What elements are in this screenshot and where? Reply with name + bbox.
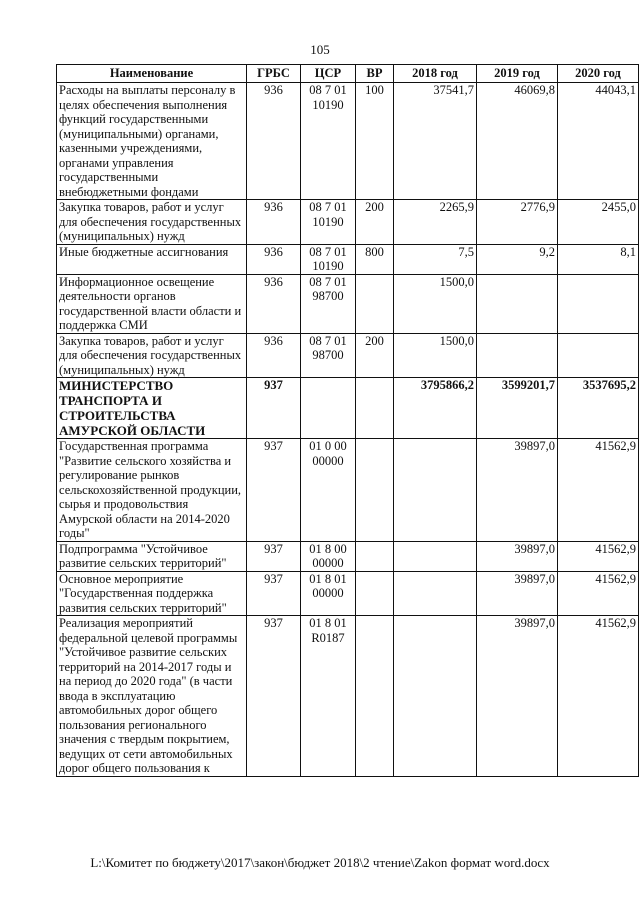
row-2019: 9,2: [477, 244, 558, 274]
row-2020: 2455,0: [558, 200, 639, 245]
row-2019: 39897,0: [477, 541, 558, 571]
header-2018: 2018 год: [394, 65, 477, 83]
row-name: Закупка товаров, работ и услуг для обеспечения государственных (муниципальных) нужд: [57, 333, 247, 378]
row-vr: [356, 541, 394, 571]
table-header-row: [57, 65, 639, 83]
row-2020: [558, 333, 639, 378]
row-csr: 08 7 01 98700: [301, 333, 356, 378]
row-name: Информационное освещение деятельности органов государственной власти области и поддержка СМИ: [57, 274, 247, 333]
row-2018: 1500,0: [394, 333, 477, 378]
row-2019: 39897,0: [477, 616, 558, 777]
row-2018: [394, 439, 477, 542]
footer-file-path: L:\Комитет по бюджету\2017\закон\бюджет 2018\2 чтение\Zakon формат word.docx: [90, 855, 550, 870]
row-2019: 2776,9: [477, 200, 558, 245]
row-2018: [394, 541, 477, 571]
row-grbs: 937: [247, 616, 301, 777]
row-2018: 7,5: [394, 244, 477, 274]
header-2020: 2020 год: [558, 65, 639, 83]
row-name: Реализация мероприятий федеральной целевой программы "Устойчивое развитие сельских территорий на 2014-2017 годы и на период до 2020 года" (в части ввода в эксплуатацию автомобильных дорог общего пользования регионального значения с твердым покрытием, ведущих от сети автомобильных дорог общего пользования к: [57, 616, 247, 777]
row-grbs: 936: [247, 83, 301, 200]
row-name: МИНИСТЕРСТВО ТРАНСПОРТА И СТРОИТЕЛЬСТВА АМУРСКОЙ ОБЛАСТИ: [57, 378, 247, 439]
row-csr: 08 7 01 10190: [301, 244, 356, 274]
row-2020: 44043,1: [558, 83, 639, 200]
row-2018: 37541,7: [394, 83, 477, 200]
row-2020: 41562,9: [558, 541, 639, 571]
row-grbs: 936: [247, 333, 301, 378]
row-grbs: 937: [247, 378, 301, 439]
table-row: [57, 83, 639, 200]
table-row: [57, 333, 639, 378]
row-2018: 3795866,2: [394, 378, 477, 439]
row-vr: 200: [356, 333, 394, 378]
row-2020: [558, 274, 639, 333]
row-grbs: 937: [247, 439, 301, 542]
row-name: Закупка товаров, работ и услуг для обеспечения государственных (муниципальных) нужд: [57, 200, 247, 245]
row-2019: 39897,0: [477, 571, 558, 616]
row-name: Иные бюджетные ассигнования: [57, 244, 247, 274]
row-2020: 41562,9: [558, 571, 639, 616]
row-vr: [356, 571, 394, 616]
row-vr: [356, 378, 394, 439]
table-row: [57, 541, 639, 571]
row-csr: 08 7 01 10190: [301, 200, 356, 245]
row-name: Расходы на выплаты персоналу в целях обеспечения выполнения функций государственными (муниципальными) органами, казенными учреждениями, органами управления государственными внебюджетными фондами: [57, 83, 247, 200]
row-csr: [301, 378, 356, 439]
row-vr: [356, 616, 394, 777]
row-name: Подпрограмма "Устойчивое развитие сельских территорий": [57, 541, 247, 571]
row-vr: 100: [356, 83, 394, 200]
row-grbs: 937: [247, 541, 301, 571]
header-name: Наименование: [57, 65, 247, 83]
row-grbs: 937: [247, 571, 301, 616]
row-grbs: 936: [247, 274, 301, 333]
row-2018: [394, 616, 477, 777]
row-csr: 08 7 01 98700: [301, 274, 356, 333]
table-row: [57, 244, 639, 274]
row-2020: 8,1: [558, 244, 639, 274]
table-row: [57, 200, 639, 245]
table-row-ministry: [57, 378, 639, 439]
header-vr: ВР: [356, 65, 394, 83]
row-name: Государственная программа "Развитие сельского хозяйства и регулирование рынков сельскохозяйственной продукции, сырья и продовольствия Амурской области на 2014-2020 годы": [57, 439, 247, 542]
header-2019: 2019 год: [477, 65, 558, 83]
table-row: [57, 274, 639, 333]
row-vr: [356, 439, 394, 542]
table-row: [57, 439, 639, 542]
row-csr: 08 7 01 10190: [301, 83, 356, 200]
row-2019: [477, 274, 558, 333]
row-csr: 01 0 00 00000: [301, 439, 356, 542]
row-2020: 3537695,2: [558, 378, 639, 439]
row-vr: [356, 274, 394, 333]
row-grbs: 936: [247, 244, 301, 274]
row-2019: [477, 333, 558, 378]
table-row: [57, 616, 639, 777]
row-vr: 200: [356, 200, 394, 245]
row-vr: 800: [356, 244, 394, 274]
row-2019: 39897,0: [477, 439, 558, 542]
row-2020: 41562,9: [558, 439, 639, 542]
row-2019: 46069,8: [477, 83, 558, 200]
row-grbs: 936: [247, 200, 301, 245]
header-grbs: ГРБС: [247, 65, 301, 83]
row-name: Основное мероприятие "Государственная поддержка развития сельских территорий": [57, 571, 247, 616]
row-2018: [394, 571, 477, 616]
row-csr: 01 8 01 R0187: [301, 616, 356, 777]
row-csr: 01 8 01 00000: [301, 571, 356, 616]
table-row: [57, 571, 639, 616]
row-2020: 41562,9: [558, 616, 639, 777]
row-2019: 3599201,7: [477, 378, 558, 439]
row-2018: 1500,0: [394, 274, 477, 333]
row-csr: 01 8 00 00000: [301, 541, 356, 571]
page-number: 105: [310, 42, 330, 57]
header-csr: ЦСР: [301, 65, 356, 83]
budget-table: [56, 64, 639, 777]
row-2018: 2265,9: [394, 200, 477, 245]
